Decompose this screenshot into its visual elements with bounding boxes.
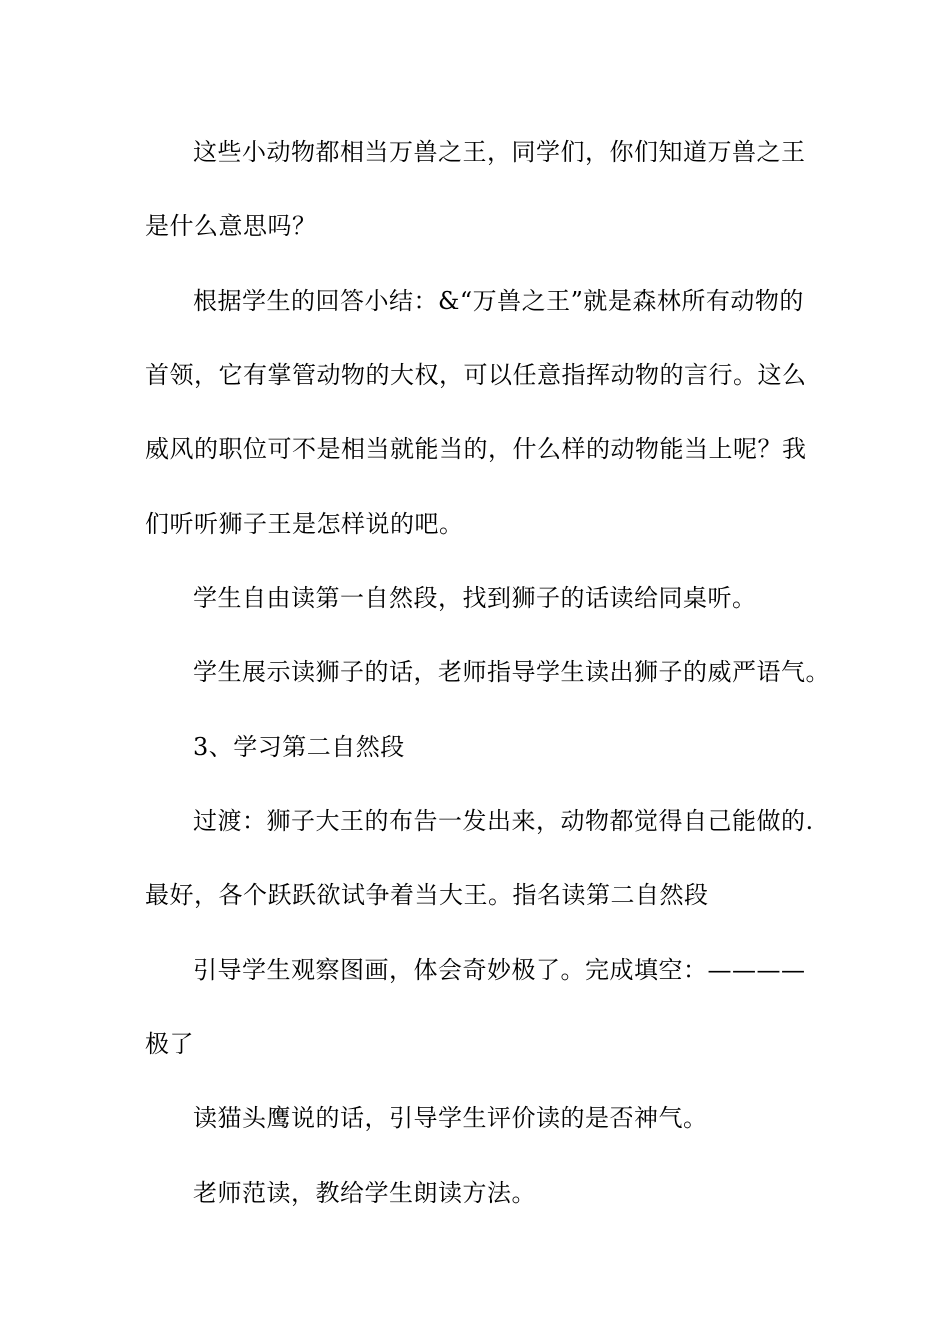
paragraph-line: 最好，各个跃跃欲试争着当大王。指名读第二自然段 [145, 881, 709, 909]
paragraph-line: 极了 [145, 1030, 194, 1058]
paragraph-line: 们听听狮子王是怎样说的吧。 [145, 510, 464, 538]
paragraph-line: 学生展示读狮子的话，老师指导学生读出狮子的威严语气。 [193, 658, 830, 686]
paragraph-line: 引导学生观察图画，体会奇妙极了。完成填空：———— [193, 956, 806, 984]
section-heading: 3、学习第二自然段 [193, 733, 405, 761]
paragraph-line: 学生自由读第一自然段，找到狮子的话读给同桌听。 [193, 584, 757, 612]
paragraph-line: 老师范读，教给学生朗读方法。 [193, 1179, 536, 1207]
paragraph-line: 读猫头鹰说的话，引导学生评价读的是否神气。 [193, 1104, 708, 1132]
paragraph-line: 首领，它有掌管动物的大权，可以任意指挥动物的言行。这么 [145, 361, 807, 389]
paragraph-line: 威风的职位可不是相当就能当的，什么样的动物能当上呢？我 [145, 435, 807, 463]
paragraph-line: 这些小动物都相当万兽之王，同学们，你们知道万兽之王 [193, 138, 806, 166]
paragraph-line: 过渡：狮子大王的布告一发出来，动物都觉得自己能做的. [193, 807, 814, 835]
paragraph-line: 是什么意思吗？ [145, 212, 317, 240]
paragraph-line: 根据学生的回答小结：&“万兽之王”就是森林所有动物的 [193, 287, 804, 315]
